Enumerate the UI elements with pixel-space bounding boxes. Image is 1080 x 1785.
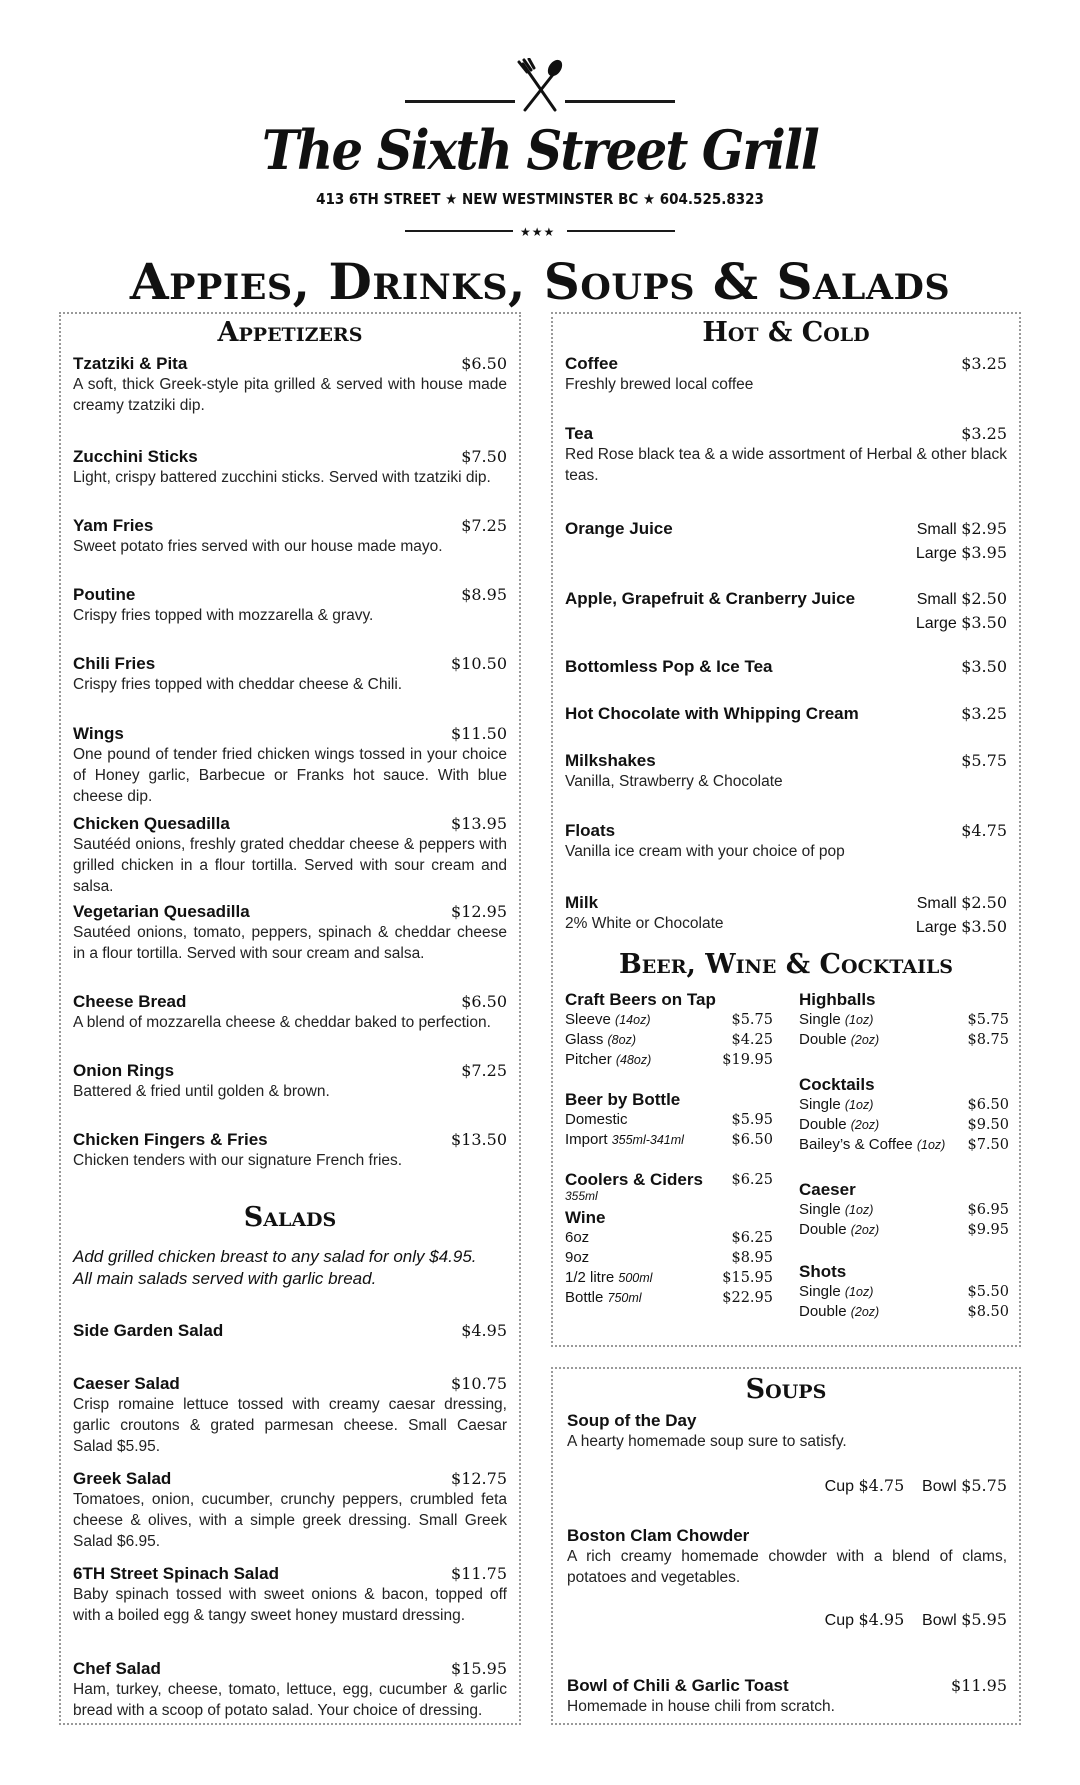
menu-item-header [73,516,507,536]
menu-item-header [73,902,507,922]
row-price: $5.95 [731,1112,773,1128]
fork-spoon-icon [515,58,565,116]
appetizers-list [73,354,507,1199]
row-label-text: Single [799,1096,841,1113]
row-size: 500ml [618,1271,653,1285]
row-label-text: Single [799,1011,841,1028]
menu-item-price: $7.50 [461,447,507,466]
row-label [799,1095,873,1115]
price-row [565,1130,773,1150]
row-label [565,1050,651,1070]
menu-item-price: $6.50 [461,992,507,1011]
soup-prices [567,1474,1007,1498]
row-price: $6.95 [967,1202,1009,1218]
menu-item-desc: Baby spinach tossed with sweet onions & bacon, topped off with a boiled egg & tangy sweet honey mustard dressing. [73,1586,507,1624]
price-row [799,1220,1009,1240]
menu-item-desc: Tomatoes, onion, cucumber, crunchy peppers, crumbled feta cheese & olives, with a simple greek dressing. Small Greek Salad $6.95. [73,1491,507,1550]
restaurant-name: The Sixth Street Grill [262,118,818,182]
menu-item-desc: Sautéed onions, tomato, peppers, spinach & cheddar cheese in a flour tortilla. Served with sour cream and salsa. [73,924,507,962]
row-price: $9.50 [967,1117,1009,1133]
drink-name: Tea [565,424,594,443]
menu-item-header [73,1659,507,1679]
menu-item-header [73,1130,507,1150]
menu-item-header [73,447,507,467]
menu-item-price: $13.50 [451,1130,507,1149]
row-size: 355ml-341ml [611,1133,684,1147]
size-price: $2.95 [961,519,1007,538]
drink-price: $3.50 [961,657,1007,676]
menu-item-name: Side Garden Salad [73,1321,224,1340]
drink-name: Milkshakes [565,751,656,770]
soup-desc: A rich creamy homemade chowder with a blend of clams, potatoes and vegetables. [567,1548,1007,1586]
soups-title: Soups [745,1374,827,1405]
hot-cold-title: Hot & Cold [702,317,870,348]
price-row [565,1228,773,1248]
drinks-panel [551,312,1021,1347]
row-price: $22.95 [722,1290,773,1306]
row-price: $8.95 [731,1250,773,1266]
row-size: (1oz) [916,1138,946,1152]
drink-item-pop [565,657,1007,704]
beer-bottle-heading: Beer by Bottle [565,1090,681,1109]
row-label-text: Single [799,1283,841,1300]
drink-price: $3.25 [961,424,1007,443]
row-label [565,1130,684,1150]
menu-item-header [73,1321,507,1341]
size-label: Small [916,591,957,608]
row-label [565,1268,652,1288]
coolers-price: $6.25 [731,1172,773,1188]
menu-item-price: $8.95 [461,585,507,604]
menu-item [73,516,507,585]
soup-name: Soup of the Day [567,1411,697,1430]
menu-item-name: Poutine [73,585,136,604]
menu-item-price: $6.50 [461,354,507,373]
drink-price: $3.25 [961,704,1007,723]
price-row [565,1110,773,1130]
menu-item-price: $7.25 [461,516,507,535]
row-label-text: 1/2 litre [565,1269,615,1286]
row-size: (1oz) [844,1203,874,1217]
row-label-text: Import [565,1131,608,1148]
menu-item-header [73,724,507,744]
row-size: (1oz) [844,1098,874,1112]
address-rule-left [405,230,513,232]
menu-item-price: $4.95 [461,1321,507,1340]
soup-item-chili [567,1676,1007,1717]
menu-item [73,902,507,992]
row-price: $5.75 [967,1012,1009,1028]
row-label [799,1302,879,1322]
price-row [565,1010,773,1030]
drink-item-milkshakes [565,751,1007,821]
soup-desc: A hearty homemade soup sure to satisfy. [567,1433,847,1450]
menu-item-price: $10.50 [451,654,507,673]
size-prices [916,517,1007,565]
row-label-text: Double [799,1031,847,1048]
menu-item [73,1659,507,1754]
caeser-rows [799,1200,1009,1240]
menu-item [73,814,507,902]
row-label-text: Bottle [565,1289,604,1306]
menu-item-name: Chili Fries [73,654,156,673]
row-size: (1oz) [844,1013,874,1027]
size-label: Large [915,545,957,562]
row-price: $6.50 [967,1097,1009,1113]
highballs-rows [799,1010,1009,1050]
soup-name: Boston Clam Chowder [567,1526,750,1545]
row-label [565,1110,628,1130]
menu-item-desc: Crispy fries topped with cheddar cheese & Chili. [73,676,403,693]
wine-rows [565,1228,773,1308]
row-label [565,1248,589,1268]
wine-heading: Wine [565,1208,606,1227]
menu-item-name: 6TH Street Spinach Salad [73,1564,279,1583]
menu-item-name: Caeser Salad [73,1374,180,1393]
stars-ornament: ★★★ [520,225,556,239]
menu-item-price: $12.95 [451,902,507,921]
shots-rows [799,1282,1009,1322]
soup-prices [567,1608,1007,1632]
menu-item-name: Chicken Fingers & Fries [73,1130,268,1149]
menu-item-price: $13.95 [451,814,507,833]
row-label [565,1030,636,1050]
appetizers-title: Appetizers [217,317,363,348]
drink-desc: Vanilla ice cream with your choice of pop [565,843,845,860]
cocktails-rows [799,1095,1009,1155]
beer-bottle-rows [565,1110,773,1150]
header-rule-left [405,100,515,103]
drink-name: Apple, Grapefruit & Cranberry Juice [565,589,856,608]
row-label-text: Double [799,1116,847,1133]
size-price: $3.50 [961,613,1007,632]
row-price: $8.50 [967,1304,1009,1320]
menu-item-price: $15.95 [451,1659,507,1678]
salads-note-line-1: Add grilled chicken breast to any salad for only $4.95. [73,1247,477,1266]
menu-item [73,1469,507,1564]
menu-item-name: Wings [73,724,124,743]
restaurant-address: 413 6TH STREET ★ NEW WESTMINSTER BC ★ 604.525.8323 [316,190,764,208]
soup-item-day [567,1411,1007,1526]
menu-item-header [73,1564,507,1584]
drink-name: Hot Chocolate with Whipping Cream [565,704,859,723]
menu-item-header [73,814,507,834]
price-row [799,1010,1009,1030]
size-price: $3.50 [961,917,1007,936]
row-price: $9.95 [967,1222,1009,1238]
size-label: Small [916,895,957,912]
drink-name: Coffee [565,354,618,373]
size-label: Bowl [922,1612,957,1629]
menu-item-desc: Crisp romaine lettuce tossed with creamy caesar dressing, garlic croutons & grated parmesan cheese. Small Caesar Salad $5.95. [73,1396,507,1455]
row-size: (48oz) [615,1053,652,1067]
menu-item-desc: Sweet potato fries served with our house made mayo. [73,538,443,555]
menu-item-name: Zucchini Sticks [73,447,198,466]
menu-item-header [73,354,507,374]
drink-name: Orange Juice [565,519,673,538]
menu-item-desc: One pound of tender fried chicken wings tossed in your choice of Honey garlic, Barbecue or Franks hot sauce. With blue cheese dip. [73,746,507,805]
row-label-text: Pitcher [565,1051,612,1068]
price-row [799,1030,1009,1050]
row-label [565,1288,642,1308]
row-label [799,1220,879,1240]
drink-item-apple-juice [565,587,1007,657]
menu-item-name: Yam Fries [73,516,154,535]
menu-item-name: Chef Salad [73,1659,161,1678]
size-price: $5.75 [961,1476,1007,1495]
row-price: $19.95 [722,1052,773,1068]
menu-item-price: $12.75 [451,1469,507,1488]
beer-right-column [799,990,1009,1322]
row-size: (8oz) [607,1033,636,1047]
size-price: $5.95 [961,1610,1007,1629]
menu-item-desc: Crispy fries topped with mozzarella & gravy. [73,607,374,624]
row-label-text: Sleeve [565,1011,611,1028]
price-row [799,1282,1009,1302]
size-price: $2.50 [961,589,1007,608]
row-price: $7.50 [967,1137,1009,1153]
row-label [565,1010,650,1030]
row-label [799,1010,873,1030]
menu-item-price: $11.75 [451,1564,507,1583]
soup-price: $11.95 [951,1676,1007,1695]
drink-name: Floats [565,821,616,840]
row-price: $4.25 [731,1032,773,1048]
size-prices [916,891,1007,939]
size-price: $3.95 [961,543,1007,562]
menu-item-desc: Light, crispy battered zucchini sticks. Served with tzatziki dip. [73,469,491,486]
appetizers-salads-panel [59,312,521,1725]
row-label-text: 6oz [565,1229,590,1246]
menu-item-name: Greek Salad [73,1469,172,1488]
menu-item [73,354,507,447]
row-label-text: Double [799,1303,847,1320]
soups-list [567,1411,1007,1717]
salads-title: Salads [243,1202,337,1233]
menu-item [73,1061,507,1130]
size-label: Small [916,521,957,538]
row-price: $6.50 [731,1132,773,1148]
row-label-text: 9oz [565,1249,590,1266]
row-price: $8.75 [967,1032,1009,1048]
salads-note-line-2: All main salads served with garlic bread. [73,1269,377,1288]
row-label [799,1200,873,1220]
craft-beers-rows [565,1010,773,1070]
price-row [799,1115,1009,1135]
menu-item-header [73,654,507,674]
row-size: (2oz) [850,1223,880,1237]
menu-item-desc: Ham, turkey, cheese, tomato, lettuce, egg, cucumber & garlic bread with a scoop of potato salad. Your choice of dressing. [73,1681,507,1719]
soup-name: Bowl of Chili & Garlic Toast [567,1676,789,1695]
coolers-row [565,1170,773,1206]
beer-title: Beer, Wine & Cocktails [618,949,954,980]
drink-name: Milk [565,893,599,912]
size-label: Cup [824,1612,854,1629]
row-label-text: Domestic [565,1111,628,1128]
row-price: $5.50 [967,1284,1009,1300]
address-rule-right [567,230,675,232]
menu-item [73,1130,507,1199]
row-label-text: Glass [565,1031,604,1048]
menu-item [73,585,507,654]
menu-item-desc: Chicken tenders with our signature French fries. [73,1152,403,1169]
soup-desc: Homemade in house chili from scratch. [567,1698,835,1715]
header-rule-right [565,100,675,103]
price-row [565,1288,773,1308]
caeser-heading: Caeser [799,1180,856,1199]
drink-desc: 2% White or Chocolate [565,915,724,932]
salads-note [73,1246,507,1290]
menu-item-header [73,992,507,1012]
drink-item-hot-chocolate [565,704,1007,751]
row-label [799,1115,879,1135]
menu-item [73,654,507,724]
craft-beers-heading: Craft Beers on Tap [565,990,716,1009]
drink-item-floats [565,821,1007,891]
row-label-text: Bailey’s & Coffee [799,1136,913,1153]
menu-item [73,724,507,814]
size-label: Bowl [922,1478,957,1495]
row-price: $5.75 [731,1012,773,1028]
size-label: Large [915,919,957,936]
drink-price: $5.75 [961,751,1007,770]
menu-item-desc: A soft, thick Greek-style pita grilled & served with house made creamy tzatziki dip. [73,376,507,414]
row-label-text: Single [799,1201,841,1218]
drink-desc: Freshly brewed local coffee [565,376,754,393]
row-label [565,1228,589,1248]
soup-item-clam-chowder [567,1526,1007,1676]
shots-heading: Shots [799,1262,847,1281]
menu-item [73,1564,507,1659]
menu-item-name: Onion Rings [73,1061,175,1080]
coolers-heading: Coolers & Ciders [565,1170,703,1189]
drink-desc: Red Rose black tea & a wide assortment of Herbal & other black teas. [565,446,1007,484]
row-size: (2oz) [850,1118,880,1132]
menu-item [73,992,507,1061]
menu-item-price: $11.50 [451,724,507,743]
drink-price: $3.25 [961,354,1007,373]
row-label [799,1135,945,1155]
price-row [799,1135,1009,1155]
beer-left-column [565,990,773,1308]
row-size: (2oz) [850,1033,880,1047]
size-label: Cup [824,1478,854,1495]
row-label [799,1030,879,1050]
menu-item-desc: Battered & fried until golden & brown. [73,1083,330,1100]
price-row [799,1200,1009,1220]
row-price: $6.25 [731,1230,773,1246]
price-row [565,1268,773,1288]
drink-item-orange-juice [565,517,1007,587]
menu-item [73,447,507,516]
coolers-size: 355ml [565,1189,598,1203]
hot-cold-list [565,354,1007,946]
row-price: $15.95 [722,1270,773,1286]
row-size: (2oz) [850,1305,880,1319]
price-row [565,1248,773,1268]
menu-item-header [73,585,507,605]
menu-item-desc: Sautééd onions, freshly grated cheddar cheese & peppers with grilled chicken in a flour tortilla. Served with sour cream and salsa. [73,836,507,895]
row-label [799,1282,873,1302]
price-row [799,1095,1009,1115]
drink-item-tea [565,424,1007,517]
row-size: (1oz) [844,1285,874,1299]
drink-item-milk [565,891,1007,946]
menu-item-price: $10.75 [451,1374,507,1393]
price-row [799,1302,1009,1322]
size-label: Large [915,615,957,632]
menu-item-name: Vegetarian Quesadilla [73,902,250,921]
menu-item-header [73,1374,507,1394]
drink-desc: Vanilla, Strawberry & Chocolate [565,773,783,790]
row-size: (14oz) [615,1013,651,1027]
row-label-text: Double [799,1221,847,1238]
highballs-heading: Highballs [799,990,876,1009]
menu-item-name: Cheese Bread [73,992,187,1011]
size-prices [916,587,1007,635]
soups-panel [551,1367,1021,1725]
menu-item-header [73,1061,507,1081]
drink-name: Bottomless Pop & Ice Tea [565,657,773,676]
menu-item-name: Tzatziki & Pita [73,354,188,373]
size-price: $4.95 [858,1610,905,1629]
menu-item-price: $7.25 [461,1061,507,1080]
menu-item [73,1374,507,1469]
drink-price: $4.75 [961,821,1007,840]
menu-item-desc: A blend of mozzarella cheese & cheddar baked to perfection. [73,1014,491,1031]
size-price: $2.50 [961,893,1007,912]
size-price: $4.75 [858,1476,905,1495]
price-row [565,1050,773,1070]
cocktails-heading: Cocktails [799,1075,875,1094]
price-row [565,1030,773,1050]
row-size: 750ml [607,1291,642,1305]
menu-item [73,1321,507,1374]
page-title: Appies, Drinks, Soups & Salads [129,252,951,311]
menu-item-name: Chicken Quesadilla [73,814,230,833]
menu-item-header [73,1469,507,1489]
salads-list [73,1321,507,1754]
drink-item-coffee [565,354,1007,424]
